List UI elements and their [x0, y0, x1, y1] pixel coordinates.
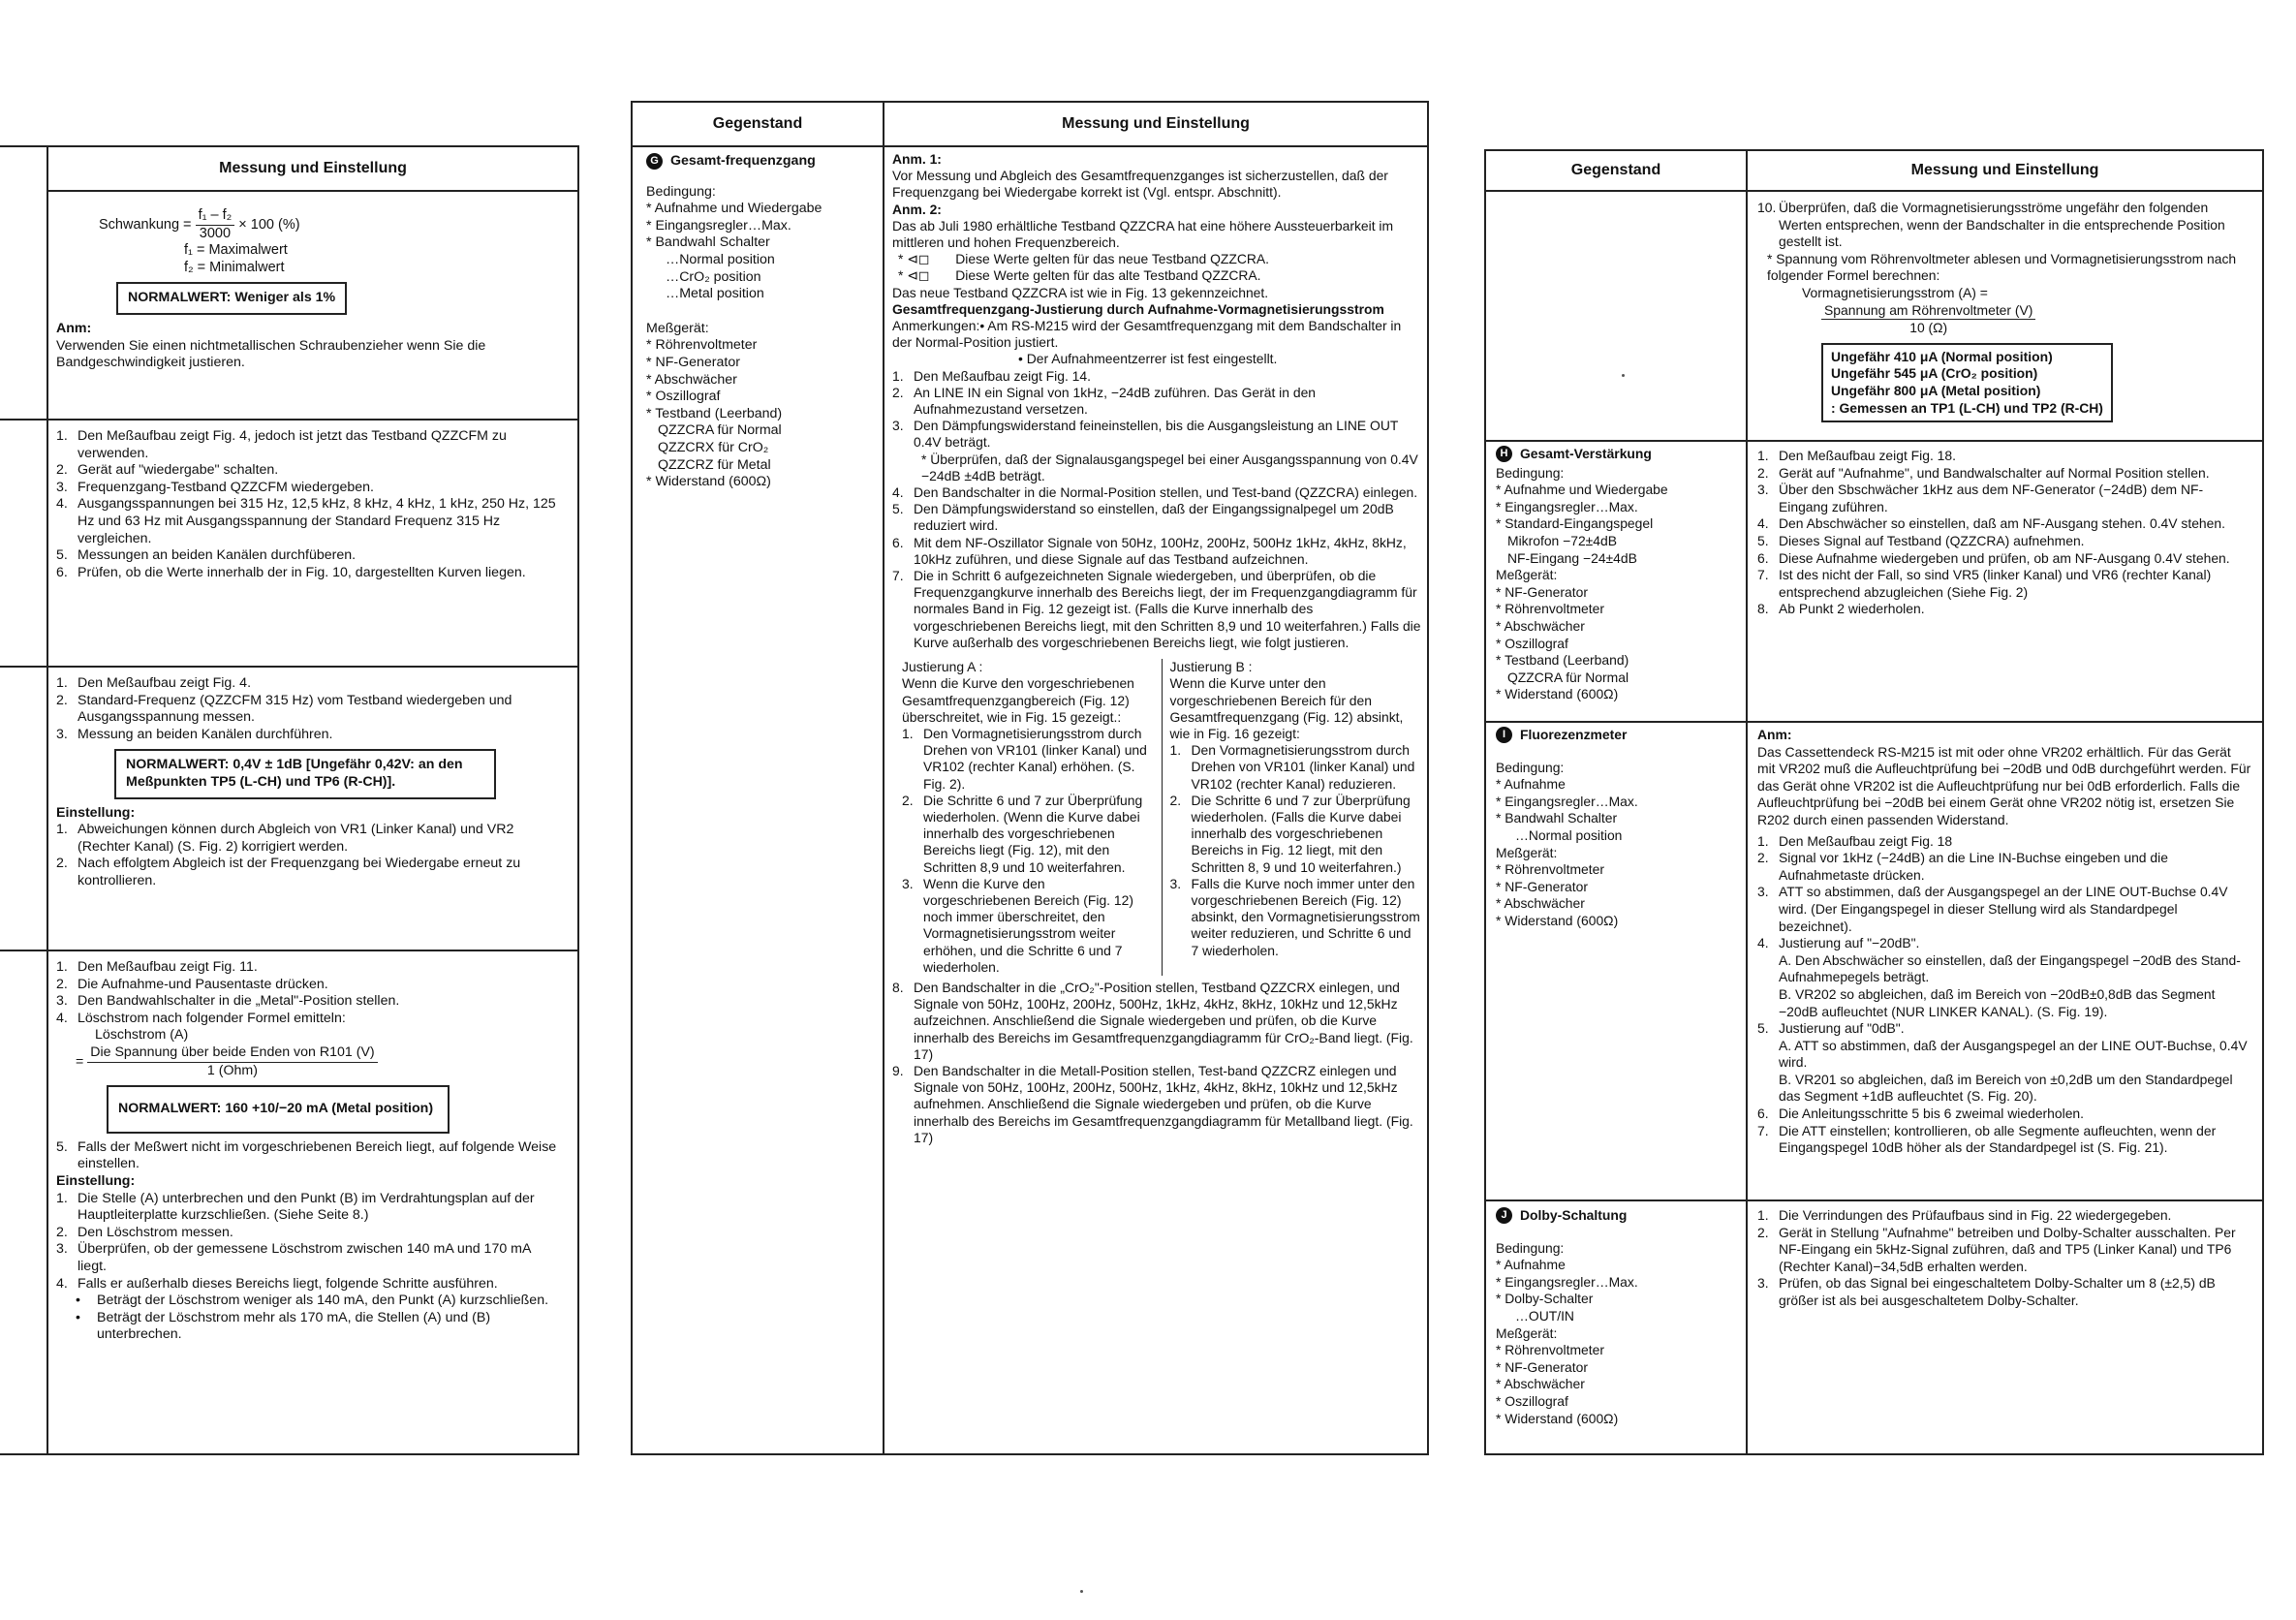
normalwert-box-4: NORMALWERT: 160 +10/−20 mA (Metal position) — [107, 1085, 450, 1134]
middle-step-7: 7. Die in Schritt 6 aufgezeichneten Signale wiedergeben, und überprüfen, ob die Frequenzgangkurve innerhalb des Bereichs liegt, der im Frequenzgangdiagramm für normales Band in Fig. 12 gezeigt ist. (Falls die Kurve innerhalb des vorgeschriebenen Bereichs liegt, mit den Schritten 8,9 und 10 weiterfahren.) Falls die Kurve außerhalb des vorgeschriebenen Bereichs liegt, wie folgt justieren. — [892, 568, 1421, 650]
anm-text: Verwenden Sie einen nichtmetallischen Schraubenzieher wenn Sie die Bandgeschwindigkeit justieren. — [56, 337, 486, 371]
section-h-cond-9: * Röhrenvoltmeter — [1496, 601, 1604, 617]
right-step10: 10. Überprüfen, daß die Vormagnetisierungsströme ungefähr den folgenden Werten entsprechen, wenn der Bandschalter in die entsprechende Position gestellt ist. * Spannung vom Röhrenvoltmeter ablesen und Vormagnetisierungsstrom nach folgender Formel berechnen: Vormagnetisierungsstrom (A) = $\frac{\text{Spannung am Röhrenvoltmeter (V)}}{10 (\Omega)}$ Ungefähr 410 μA (Normal position) Ungefähr 545 μA (CrO₂ position) Ungefähr 800 μA (Metal position) : Gemessen an TP1 (L-CH) und TP2 (R-CH) — [1757, 200, 2251, 428]
left-table — [0, 145, 579, 1455]
messgeraet-item-3: * Abschwächer — [646, 371, 737, 388]
messgeraet-item-8: QZZCRZ für Metal — [658, 456, 771, 473]
bedingung-item-4: …Normal position — [666, 251, 775, 267]
justierung-a: Justierung A : Wenn die Kurve den vorgeschriebenen Gesamtfrequenzgangbereich (Fig. 12) überschreitet, wie in Fig. 15 gezeigt.: 1. Den Vormagnetisierungsstrom durch Drehen von VR101 (linker Kanal) und VR102 (rechter Kanal) erhöhen. (S. Fig. 2). 2. Die Schritte 6 und 7 zur Überprüfung wiederholen. (Wenn die Kurve dabei innerhalb des vorgeschriebenen Bereichs liegt (Fig. 12), mit den Schritten 8,9 und 10 weiterfahren. 3. Wenn die Kurve den vorgeschriebenen Bereich (Fig. 12) noch immer überschreitet, den Vormagnetisierungsstrom weiter erhöhen, und die Schritte 6 und 7 wiederholen. — [902, 659, 1154, 976]
bias-current-line-2: Ungefähr 545 μA (CrO₂ position) — [1831, 365, 2038, 382]
section-h-step-1: 1. Den Meßaufbau zeigt Fig. 18. — [1757, 448, 1956, 463]
section-h-badge: H — [1496, 446, 1512, 462]
left-bullet-1: • Beträgt der Löschstrom weniger als 140 mA, den Punkt (A) kurzschließen. — [76, 1293, 549, 1309]
section-h-cond-3: * Eingangsregler…Max. — [1496, 498, 1638, 514]
section-i-title: Fluorezenzmeter — [1520, 727, 1628, 742]
section-h-title: Gesamt-Verstärkung — [1520, 446, 1652, 461]
justierung-title: Gesamtfrequenzgang-Justierung durch Aufnahme-Vormagnetisierungsstrom — [892, 300, 1384, 317]
section-h-cond-11: * Oszillograf — [1496, 635, 1568, 651]
section-j-content — [1757, 1207, 2251, 1310]
section-i-5b: B. VR201 so abgleichen, daß im Bereich von ±0,2dB um den Standardpegel das Segment +1dB aufleuchtet (S. Fig. 20). — [1779, 1071, 2233, 1105]
step10-fraction: $\frac{\text{Spannung am Röhrenvoltmeter (V)}}{10 (\Omega)}$ — [1821, 302, 2035, 337]
justierung-b-step-3: 3. Falls die Kurve noch immer unter den vorgeschriebenen Bereich (Fig. 12) absinkt, den Vormagnetisierungsstrom weiter reduzieren, und Schritte 6 und 7 wiederholen. — [1169, 875, 1420, 958]
messgeraet-item-6: QZZCRA für Normal — [658, 422, 782, 439]
section-h-step-7: 7. Ist des nicht der Fall, so sind VR5 (linker Kanal) und VR6 (rechter Kanal) entsprechend abzugleichen (Siehe Fig. 2) — [1757, 567, 2212, 600]
section-i-content — [1757, 727, 2251, 1157]
left-einst3-step-2: 2. Nach effolgtem Abgleich ist der Frequenzgang bei Wiedergabe erneut zu kontrollieren. — [56, 856, 521, 888]
section-g-badge: G — [646, 153, 663, 170]
messgeraet-item-5: * Testband (Leerband) — [646, 405, 783, 421]
formula-fraction: $\frac{\text{f₁ – f₂}}{3000}$ — [196, 207, 235, 242]
section-i-cond-8: * NF-Generator — [1496, 878, 1588, 894]
section-h-step-6: 6. Diese Aufnahme wiedergeben und prüfen, ob am NF-Ausgang 0.4V stehen. — [1757, 549, 2230, 566]
section-h-cond-2: * Aufnahme und Wiedergabe — [1496, 482, 1668, 498]
section-j-cond-9: * Abschwächer — [1496, 1376, 1585, 1392]
middle-step-5: 5. Den Dämpfungswiderstand so einstellen, daß der Eingangssignalpegel um 20dB reduziert wird. — [892, 501, 1394, 534]
messgeraet-item-7: QZZCRX für CrO₂ — [658, 439, 769, 455]
left-block-4: 1. Den Meßaufbau zeigt Fig. 11. 2. Die Aufnahme-und Pausentaste drücken. 3. Den Bandwahlschalter in die „Metal"-Position stellen. 4. Löschstrom nach folgender Formel emitteln: Löschstrom (A) = $\frac{\text{Die Spannung über beide Enden von R101 (V)}}{\text{1 (Ohm)}}$ NORMALWERT: 160 +10/−20 mA (Metal position) 5. Falls der Meßwert nicht im vorgeschriebenen Bereich liegt, auf folgende Weise einstellen. Einstellung: 1. Die Stelle (A) unterbrechen und den Punkt (B) im Verdrahtungsplan auf der Hauptleiterplatte kurzschließen. (Siehe Seite 8.) 2. Den Löschstrom messen. 3. Überprüfen, ob der gemessene Löschstrom zwischen 140 mA und 170 mA liegt. 4. Falls er außerhalb dieses Bereichs liegt, folgende Schritte ausführen. • Beträgt der Löschstrom weniger als 140 mA, den Punkt (A) kurzschließen. • Beträgt der Löschstrom mehr als 170 mA, die Stellen (A) und (B) unterbrechen. — [56, 959, 560, 1344]
messgeraet-item-2: * NF-Generator — [646, 354, 740, 370]
section-i-cond-4: * Bandwahl Schalter — [1496, 810, 1618, 826]
section-i-anm-title: Anm: — [1757, 727, 1792, 742]
middle-step-1: 1. Den Meßaufbau zeigt Fig. 14. — [892, 367, 1091, 384]
messgeraet-item-4: * Oszillograf — [646, 389, 721, 405]
right-table — [1484, 149, 2264, 1455]
section-i-cond-1: Bedingung: — [1496, 759, 1565, 775]
formula-f1: f₁ = Maximalwert — [184, 242, 288, 259]
left-block4-step-4: 4. Löschstrom nach folgender Formel emitteln: — [56, 1010, 346, 1026]
bedingung-item-2: * Eingangsregler…Max. — [646, 217, 791, 234]
left-block2-step-6: 6. Prüfen, ob die Werte innerhalb der in Fig. 10, dargestellten Kurven liegen. — [56, 564, 526, 580]
section-i-cond-10: * Widerstand (600Ω) — [1496, 912, 1619, 928]
middle-step3-note: * Überprüfen, daß der Signalausgangspegel bei einer Ausgangsspannung von 0.4V −24dB ±4dB beträgt. — [921, 451, 1418, 483]
step10-text: Überprüfen, daß die Vormagnetisierungsströme ungefähr den folgenden Werten entsprechen, wenn der Bandschalter in die entsprechende Position gestellt ist. — [1779, 200, 2225, 250]
section-j-cond-2: * Aufnahme — [1496, 1257, 1566, 1273]
middle-step-4: 4. Den Bandschalter in die Normal-Position stellen, und Test-band (QZZCRA) einlegen. — [892, 484, 1418, 501]
section-h-cond-4: * Standard-Eingangspegel — [1496, 515, 1654, 532]
left-block4-step-1: 1. Den Meßaufbau zeigt Fig. 11. — [56, 959, 258, 975]
section-h-step-4: 4. Den Abschwächer so einstellen, daß am NF-Ausgang stehen. 0.4V stehen. — [1757, 515, 2225, 532]
right-header-left: Gegenstand — [1486, 151, 1746, 192]
anm2-a: Diese Werte gelten für das neue Testband QZZCRA. — [955, 251, 1270, 267]
section-h-content — [1757, 448, 2251, 618]
section-j-step-2: 2. Gerät in Stellung "Aufnahme" betreiben und Dolby-Schalter ausschalten. Per NF-Eingang ein 5kHz-Signal zuführen, daß and TP5 (Linker Kanal) und TP6 (Rechter Kanal)−34,5dB erhalten werden. — [1757, 1224, 2236, 1274]
section-i-step-4: 4. Justierung auf "−20dB". — [1757, 935, 1920, 951]
section-i-cond-2: * Aufnahme — [1496, 776, 1566, 793]
section-h-step-2: 2. Gerät auf "Aufnahme", und Bandwalschalter auf Normal Position stellen. — [1757, 464, 2210, 481]
left-einst4-step-4: 4. Falls er außerhalb dieses Bereichs liegt, folgende Schritte ausführen. — [56, 1275, 498, 1292]
step10-formula-lhs: Vormagnetisierungsstrom (A) = — [1802, 284, 1988, 300]
section-h-cond-5: Mikrofon −72±4dB — [1507, 532, 1618, 548]
bias-current-line-4: : Gemessen an TP1 (L-CH) und TP2 (R-CH) — [1831, 399, 2103, 416]
left-block2-step-1: 1. Den Meßaufbau zeigt Fig. 4, jedoch ist jetzt das Testband QZZCFM zu verwenden. — [56, 428, 507, 461]
middle-table — [631, 101, 1429, 1455]
section-j-cond-8: * NF-Generator — [1496, 1358, 1588, 1375]
section-i-4a: A. Den Abschwächer so einstellen, daß der Eingangspegel −20dB des Stand-Aufnahmepegels beträgt. — [1779, 951, 2241, 985]
section-i-step-2: 2. Signal vor 1kHz (−24dB) an die Line IN-Buchse eingeben und die Aufnahmetaste drücken. — [1757, 850, 2168, 883]
section-h-cond-8: * NF-Generator — [1496, 583, 1588, 600]
section-i-anm: Das Cassettendeck RS-M215 ist mit oder ohne VR202 erhältlich. Für das Gerät mit VR202 muß die Aufleuchtprüfung bei −20dB und 0dB durchgeführt werden. Für das Gerät ohne VR202 ist die Aufleuchtprüfung nur bei 0dB erforderlich. Falls die Aufleuchtprüfung bei −20dB bei einem Gerät ohne VR202 nötig ist, ersetzen Sie R202 durch einen passenden Widerstand. — [1757, 743, 2251, 827]
section-h-cond-7: Meßgerät: — [1496, 567, 1558, 583]
section-j-cond-6: Meßgerät: — [1496, 1324, 1558, 1341]
section-i-step-3: 3. ATT so abstimmen, daß der Ausgangspegel an der LINE OUT-Buchse 0.4V wird. (Der Eingangspegel in dieser Stellung wird als Standardpegel bezeichnet). — [1757, 884, 2228, 934]
section-j-badge: J — [1496, 1207, 1512, 1224]
middle-step-9: Den Bandschalter in die Metall-Position stellen, Test-band QZZCRZ einlegen und Signale von 50Hz, 100Hz, 200Hz, 500Hz, 1kHz, 4kHz, 8kHz, 10kHz und 12,5kHz aufnehmen. Anschließend die Signale wiedergeben und prüfen, ob die Kurve innerhalb des Bereichs im Gesamtfrequenzgangdiagramm für Metallband liegt. (Fig. 17) — [914, 1062, 1413, 1145]
einstellung-title-4: Einstellung: — [56, 1172, 136, 1189]
left-block-3 — [56, 675, 560, 890]
anm1-text: Vor Messung und Abgleich des Gesamtfrequenzganges ist sicherzustellen, daß der Frequenzgang bei Wiedergabe korrekt ist (Vgl. entspr. Abschnitt). — [892, 168, 1388, 201]
messgeraet-item-1: * Röhrenvoltmeter — [646, 337, 758, 354]
justierung-b: Justierung B : Wenn die Kurve unter den vorgeschriebenen Bereich für den Gesamtfrequenzgang (Fig. 12) absinkt, wie in Fig. 16 gezeigt: 1. Den Vormagnetisierungsstrom durch Drehen von VR101 (linker Kanal) und VR102 (rechter Kanal) reduzieren. 2. Die Schritte 6 und 7 zur Überprüfung wiederholen. (Falls die Kurve dabei innerhalb des vorgeschriebenen Bereichs in Fig. 12 liegt, mit den Schritten 8, 9 und 10 weiterfahren.) 3. Falls die Kurve noch immer unter den vorgeschriebenen Bereich (Fig. 12) absinkt, den Vormagnetisierungsstrom weiter reduzieren, und Schritte 6 und 7 wiederholen. — [1169, 659, 1420, 958]
formula-f2: f₂ = Minimalwert — [184, 259, 285, 275]
middle-step-8: Den Bandschalter in die „CrO₂"-Position stellen, Testband QZZCRX einlegen, und Signale von 50Hz, 100Hz, 200Hz, 500Hz, 1kHz, 4kHz, 8kHz, 10kHz und 12,5kHz aufzeichnen. Anschließend die Signale wiedergeben und prüfen, ob die Kurve innerhalb des Bereichs im Gesamtfrequenzgangdiagramm für CrO₂-Band liegt. (Fig. 17) — [914, 979, 1413, 1062]
tape-symbol-new-icon: ⊲◻ — [907, 251, 930, 267]
section-i-cond-3: * Eingangsregler…Max. — [1496, 793, 1638, 809]
left-block4-step-3: 3. Den Bandwahlschalter in die „Metal"-Position stellen. — [56, 993, 400, 1010]
bedingung-item-6: …Metal position — [666, 286, 764, 302]
left-einst4-step-2: 2. Den Löschstrom messen. — [56, 1224, 233, 1240]
formula-rhs: × 100 (%) — [238, 216, 300, 233]
section-j-cond-5: …OUT/IN — [1515, 1307, 1574, 1324]
middle-step-6: 6. Mit dem NF-Oszillator Signale von 50Hz, 100Hz, 200Hz, 500Hz 1kHz, 4kHz, 8kHz, 10kHz zuführen, und diese Signale auf das Testband aufzeichnen. — [892, 534, 1407, 567]
justierung-a-step-3: 3. Wenn die Kurve den vorgeschriebenen Bereich (Fig. 12) noch immer überschreitet, den Vormagnetisierungsstrom weiter erhöhen, und die Schritte 6 und 7 wiederholen. — [902, 875, 1133, 975]
anm-title: Anm: — [56, 320, 92, 336]
bedingung-item-1: * Aufnahme und Wiedergabe — [646, 201, 822, 217]
middle-header-right: Messung und Einstellung — [884, 103, 1427, 147]
middle-step-2: 2. An LINE IN ein Signal von 1kHz, −24dB zuführen. Das Gerät in den Aufnahmezustand versetzen. — [892, 384, 1317, 418]
section-j-cond-11: * Widerstand (600Ω) — [1496, 1410, 1619, 1426]
justierung-a-step-1: 1. Den Vormagnetisierungsstrom durch Drehen von VR101 (linker Kanal) und VR102 (rechter Kanal) erhöhen. (S. Fig. 2). — [902, 725, 1147, 792]
step10-note: * Spannung vom Röhrenvoltmeter ablesen und Vormagnetisierungsstrom nach folgender Formel berechnen: — [1767, 250, 2237, 284]
right-header-right: Messung und Einstellung — [1748, 151, 2262, 192]
section-h-cond-13: QZZCRA für Normal — [1507, 669, 1629, 685]
middle-content: Anm. 1: Vor Messung und Abgleich des Gesamtfrequenzganges ist sicherzustellen, daß der Frequenzgang bei Wiedergabe korrekt ist (Vgl. entspr. Abschnitt). Anm. 2: Das ab Juli 1980 erhältliche Testband QZZCRA hat eine höhere Aussteuerbarkeit im mittleren und hohen Frequenzbereich. * ⊲◻ Diese Werte gelten für das neue Testband QZZCRA. * ⊲◻ Diese Werte gelten für das alte Testband QZZCRA. Das neue Testband QZZCRA ist wie in Fig. 13 gekennzeichnet. Gesamtfrequenzgang-Justierung durch Aufnahme-Vormagnetisierungsstrom Anmerkungen:• Am RS-M215 wird der Gesamtfrequenzgang mit dem Bandschalter in der Normal-Position justiert. • Der Aufnahmeentzerrer ist fest eingestellt. 1. Den Meßaufbau zeigt Fig. 14. 2. An LINE IN ein Signal von 1kHz, −24dB zuführen. Das Gerät in den Aufnahmezustand versetzen. 3. Den Dämpfungswiderstand feineinstellen, bis die Ausgangsleistung an LINE OUT 0.4V beträgt. * Überprüfen, daß der Signalausgangspegel bei einer Ausgangsspannung von 0.4V −24dB ±4dB beträgt. 4. Den Bandschalter in die Normal-Position stellen, und Test-band (QZZCRA) einlegen. 5. Den Dämpfungswiderstand so einstellen, daß der Eingangssignalpegel um 20dB reduziert wird. 6. Mit dem NF-Oszillator Signale von 50Hz, 100Hz, 200Hz, 500Hz 1kHz, 4kHz, 8kHz, 10kHz zuführen, und diese Signale auf das Testband aufzeichnen. 7. Die in Schritt 6 aufgezeichneten Signale wiedergeben, und überprüfen, ob die Frequenzgangkurve innerhalb des Bereichs liegt, der im Frequenzgangdiagramm für normales Band in Fig. 12 gezeigt ist. (Falls die Kurve innerhalb des vorgeschriebenen Bereichs liegt, mit den Schritten 8,9 und 10 weiterfahren.) Falls die Kurve außerhalb des vorgeschriebenen Bereichs liegt, wie folgt justieren. Justierung A : Wenn die Kurve den vorgeschriebenen Gesamtfrequenzgangbereich (Fig. 12) überschreitet, wie in Fig. 15 gezeigt.: 1. Den Vormagnetisierungsstrom durch Drehen von VR101 (linker Kanal) und VR102 (rechter Kanal) erhöhen. (S. Fig. 2). 2. Die Schritte 6 und 7 zur Überprüfung wiederholen. (Wenn die Kurve dabei innerhalb des vorgeschriebenen Bereichs liegt (Fig. 12), mit den Schritten 8,9 und 10 weiterfahren. 3. Wenn die Kurve den vorgeschriebenen Bereich (Fig. 12) noch immer überschreitet, den Vormagnetisierungsstrom weiter erhöhen, und die Schritte 6 und 7 wiederholen. Justierung B : Wenn die Kurve unter den vorgeschriebenen Bereich für den Gesamtfrequenzgang (Fig. 12) absinkt, wie in Fig. 16 gezeigt: 1. Den Vormagnetisierungsstrom durch Drehen von VR101 (linker Kanal) und VR102 (rechter Kanal) reduzieren. 2. Die Schritte 6 und 7 zur Überprüfung wiederholen. (Falls die Kurve dabei innerhalb des vorgeschriebenen Bereichs in Fig. 12 liegt, mit den Schritten 8, 9 und 10 weiterfahren.) 3. Falls die Kurve noch immer unter den vorgeschriebenen Bereich (Fig. 12) absinkt, den Vormagnetisierungsstrom weiter reduzieren, und Schritte 6 und 7 wiederholen. 8. Den Bandschalter in die „CrO₂"-Position stellen, Testband QZZCRX einlegen, und Signale von 50Hz, 100Hz, 200Hz, 500Hz, 1kHz, 4kHz, 8kHz, 10kHz und 12,5kHz aufzeichnen. Anschließend die Signale wiedergeben und prüfen, ob die Kurve innerhalb des Bereichs im Gesamtfrequenzgangdiagramm für CrO₂-Band liegt. (Fig. 17) 9. Den Bandschalter in die Metall-Position stellen, Test-band QZZCRZ einlegen und Signale von 50Hz, 100Hz, 200Hz, 500Hz, 1kHz, 4kHz, 8kHz, 10kHz und 12,5kHz aufnehmen. Anschließend die Signale wiedergeben und prüfen, ob die Kurve innerhalb des Bereichs im Gesamtfrequenzgangdiagramm für Metallband liegt. (Fig. 17) — [892, 151, 1421, 1145]
section-h-gegenstand — [1496, 446, 1738, 703]
left-block3-step-2: 2. Standard-Frequenz (QZZCFM 315 Hz) vom Testband wiedergeben und Ausgangsspannung messen. — [56, 692, 512, 726]
loesch-fraction: $\frac{\text{Die Spannung über beide Enden von R101 (V)}}{\text{1 (Ohm)}}$ — [87, 1044, 377, 1079]
bias-current-box — [1821, 343, 2113, 422]
section-h-cond-1: Bedingung: — [1496, 464, 1565, 481]
section-j-gegenstand — [1496, 1207, 1738, 1427]
section-i-cond-7: * Röhrenvoltmeter — [1496, 861, 1604, 878]
section-i-step-1: 1. Den Meßaufbau zeigt Fig. 18 — [1757, 832, 1953, 849]
section-j-step-3: 3. Prüfen, ob das Signal bei eingeschaltetem Dolby-Schalter um 8 (±2,5) dB größer ist als bei ausgeschaltetem Dolby-Schalter. — [1757, 1275, 2216, 1308]
middle-gegenstand — [646, 153, 875, 491]
anm2-text: Das ab Juli 1980 erhältliche Testband QZZCRA hat eine höhere Aussteuerbarkeit im mittleren und hohen Frequenzbereich. — [892, 217, 1394, 251]
messgeraet-title: Meßgerät: — [646, 320, 709, 336]
left-block2-step-4: 4. Ausgangsspannungen bei 315 Hz, 12,5 kHz, 8 kHz, 4 kHz, 1 kHz, 250 Hz, 125 Hz und 63 Hz mit Ausgangsspannung der Standard Frequenz 315 Hz vergleichen. — [56, 496, 556, 546]
section-h-step-8: 8. Ab Punkt 2 wiederholen. — [1757, 601, 1925, 617]
left-block2-step-2: 2. Gerät auf "wiedergabe" schalten. — [56, 462, 279, 479]
left-header-label: Messung und Einstellung — [219, 160, 407, 176]
justierung-b-step-2: 2. Die Schritte 6 und 7 zur Überprüfung wiederholen. (Falls die Kurve dabei innerhalb des vorgeschriebenen Bereichs in Fig. 12 liegt, mit den Schritten 8, 9 und 10 weiterfahren.) — [1169, 792, 1411, 875]
normalwert-box-1: NORMALWERT: Weniger als 1% — [116, 282, 347, 315]
bias-current-line-1: Ungefähr 410 μA (Normal position) — [1831, 348, 2053, 364]
section-j-cond-3: * Eingangsregler…Max. — [1496, 1273, 1638, 1290]
section-h-cond-6: NF-Eingang −24±4dB — [1507, 549, 1637, 566]
anmerkungen-1: Anmerkungen:• Am RS-M215 wird der Gesamtfrequenzgang mit dem Bandschalter in der Normal-Position justiert. — [892, 318, 1402, 351]
anm2-title: Anm. 2: — [892, 201, 942, 217]
section-j-cond-7: * Röhrenvoltmeter — [1496, 1342, 1604, 1358]
section-j-cond-1: Bedingung: — [1496, 1239, 1565, 1256]
section-j-cond-10: * Oszillograf — [1496, 1392, 1568, 1409]
left-bullet-2: • Beträgt der Löschstrom mehr als 170 mA, die Stellen (A) und (B) unterbrechen. — [76, 1309, 491, 1343]
left-block3-step-1: 1. Den Meßaufbau zeigt Fig. 4. — [56, 675, 252, 691]
section-j-step-1: 1. Die Verrindungen des Prüfaufbaus sind in Fig. 22 wiedergegeben. — [1757, 1207, 2172, 1223]
messgeraet-item-9: * Widerstand (600Ω) — [646, 474, 771, 490]
section-i-4b: B. VR202 so abgleichen, daß im Bereich von −20dB±0,8dB das Segment −20dB aufleuchtet (NUR LINKER KANAL). (S. Fig. 19). — [1779, 985, 2216, 1019]
section-h-cond-12: * Testband (Leerband) — [1496, 652, 1629, 669]
normalwert-box-3: NORMALWERT: 0,4V ± 1dB [Ungefähr 0,42V: an den Meßpunkten TP5 (L-CH) und TP6 (R-CH)]. — [114, 749, 496, 798]
section-i-cond-6: Meßgerät: — [1496, 844, 1558, 860]
section-i-badge: I — [1496, 727, 1512, 743]
section-i-step-6: 6. Die Anleitungsschritte 5 bis 6 zweimal wiederholen. — [1757, 1106, 2085, 1122]
section-j-cond-4: * Dolby-Schalter — [1496, 1291, 1594, 1307]
section-i-step-5: 5. Justierung auf "0dB". — [1757, 1020, 1905, 1037]
section-h-cond-14: * Widerstand (600Ω) — [1496, 686, 1619, 702]
left-block-2 — [56, 428, 560, 581]
section-h-cond-10: * Abschwächer — [1496, 617, 1585, 634]
anm2-c: Das neue Testband QZZCRA ist wie in Fig. 13 gekennzeichnet. — [892, 284, 1269, 300]
left-block-1 — [56, 202, 570, 372]
justierung-b-step-1: 1. Den Vormagnetisierungsstrom durch Drehen von VR101 (linker Kanal) und VR102 (rechter Kanal) reduzieren. — [1169, 742, 1415, 792]
anm2-b: Diese Werte gelten für das alte Testband QZZCRA. — [955, 267, 1261, 284]
section-g-title: Gesamt-frequenzgang — [670, 153, 816, 169]
left-block2-step-5: 5. Messungen an beiden Kanälen durchfüberen. — [56, 547, 357, 564]
section-i-cond-5: …Normal position — [1515, 826, 1623, 843]
bedingung-title: Bedingung: — [646, 183, 716, 200]
section-i-gegenstand — [1496, 727, 1738, 930]
section-j-title: Dolby-Schaltung — [1520, 1207, 1628, 1223]
tape-symbol-old-icon: ⊲◻ — [907, 267, 930, 284]
middle-header-left: Gegenstand — [633, 103, 883, 147]
left-einst4-step-3: 3. Überprüfen, ob der gemessene Löschstrom zwischen 140 mA und 170 mA liegt. — [56, 1241, 531, 1274]
section-i-cond-9: * Abschwächer — [1496, 895, 1585, 912]
einstellung-title-3: Einstellung: — [56, 804, 136, 821]
section-i-step-7: 7. Die ATT einstellen; kontrollieren, ob alle Segmente aufleuchten, wenn der Eingangspegel 10dB höher als der Standardpegel ist (S. Fig. 21). — [1757, 1122, 2217, 1156]
section-h-step-3: 3. Über den Sbschwächer 1kHz aus dem NF-Generator (−24dB) dem NF-Eingang zuführen. — [1757, 482, 2204, 514]
section-h-step-5: 5. Dieses Signal auf Testband (QZZCRA) aufnehmen. — [1757, 532, 2085, 548]
block4-step5: Falls der Meßwert nicht im vorgeschriebenen Bereich liegt, auf folgende Weise einstellen. — [78, 1138, 557, 1172]
left-block2-step-3: 3. Frequenzgang-Testband QZZCFM wiedergeben. — [56, 479, 374, 495]
loeschstrom-label: Löschstrom (A) — [95, 1027, 189, 1044]
formula-lhs: Schwankung = — [99, 216, 192, 233]
anmerkungen-2: • Der Aufnahmeentzerrer ist fest eingestellt. — [1018, 351, 1278, 367]
section-i-5a: A. ATT so abstimmen, daß der Ausgangspegel an der LINE OUT-Buchse, 0.4V wird. — [1779, 1037, 2248, 1071]
left-block4-step-2: 2. Die Aufnahme-und Pausentaste drücken. — [56, 976, 328, 992]
middle-step-3: 3. Den Dämpfungswiderstand feineinstellen, bis die Ausgangsleistung an LINE OUT 0.4V beträgt. — [892, 418, 1399, 451]
anm1-title: Anm. 1: — [892, 151, 942, 167]
left-table-header — [48, 147, 577, 192]
bedingung-item-3: * Bandwahl Schalter — [646, 234, 770, 251]
justierung-a-step-2: 2. Die Schritte 6 und 7 zur Überprüfung wiederholen. (Wenn die Kurve dabei innerhalb des vorgeschriebenen Bereichs liegt (Fig. 12), mit den Schritten 8,9 und 10 weiterfahren. — [902, 792, 1143, 875]
left-block3-step-3: 3. Messung an beiden Kanälen durchführen. — [56, 726, 333, 742]
bedingung-item-5: …CrO₂ position — [666, 268, 761, 285]
left-einst4-step-1: 1. Die Stelle (A) unterbrechen und den Punkt (B) im Verdrahtungsplan auf der Hauptleiterplatte kurzschließen. (Siehe Seite 8.) — [56, 1190, 535, 1224]
bias-current-line-3: Ungefähr 800 μA (Metal position) — [1831, 382, 2041, 398]
left-einst3-step-1: 1. Abweichungen können durch Abgleich von VR1 (Linker Kanal) und VR2 (Rechter Kanal) (S. Fig. 2) korrigiert werden. — [56, 822, 514, 855]
